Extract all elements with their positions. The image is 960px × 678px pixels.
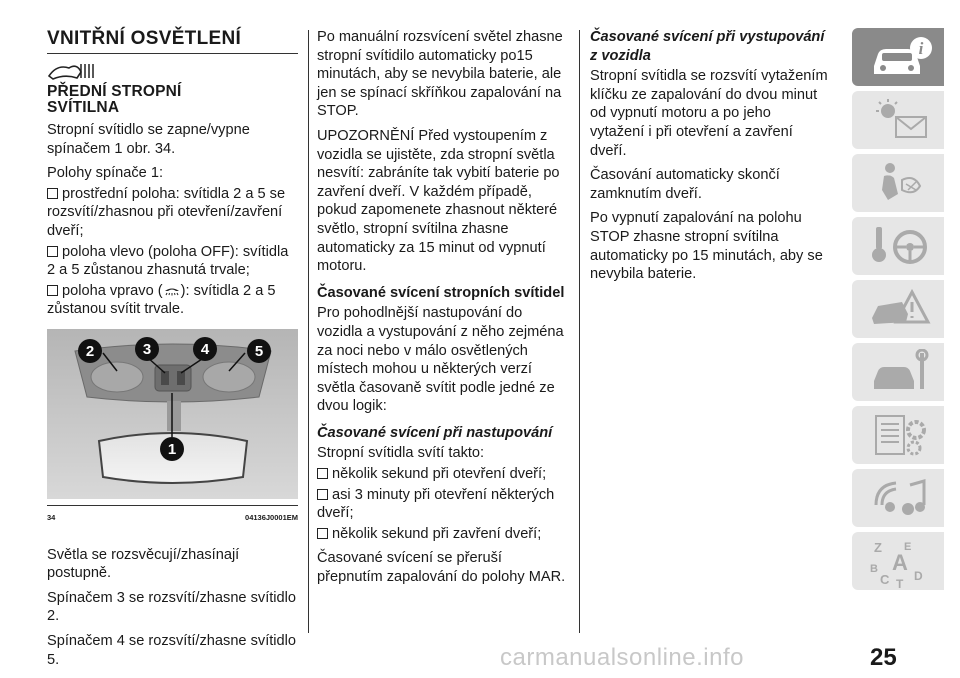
paragraph: Světla se rozsvěcují/zhasínají postupně. — [47, 546, 240, 582]
chapter-index-sidebar — [852, 28, 944, 595]
key-steering-icon — [868, 223, 934, 269]
callout-4-label: 4 — [200, 340, 210, 358]
paragraph: Časované svícení se přeruší přepnutím zapalování do polohy MAR. — [317, 550, 566, 586]
specs-gear-icon — [868, 412, 934, 458]
car-info-icon — [868, 34, 934, 80]
trim-logo-icon — [47, 60, 298, 82]
figure-code: 04136J0001EM — [245, 512, 298, 522]
checkbox-bullet-icon — [317, 528, 328, 539]
page-title: VNITŘNÍ OSVĚTLENÍ — [47, 28, 242, 49]
paragraph: Pro pohodlnější nastupování do vozidla a vystupování z něho zejména za noci nebo v málo osvětlených místech mohou u některých verzí světla časovaně svítit podle jedné ze dvou logik: — [317, 305, 564, 415]
paragraph: Spínačem 4 se rozsvítí/zhasne svítidlo 5. — [47, 632, 297, 668]
paragraph: Stropní svítidla svítí takto: — [317, 445, 485, 462]
tab-index[interactable] — [852, 532, 944, 590]
section-heading: Časované svícení stropních svítidel — [317, 284, 565, 301]
svg-text:i: i — [918, 39, 924, 58]
car-service-icon — [868, 349, 934, 395]
svg-text:E: E — [904, 541, 912, 553]
checkbox-bullet-icon — [47, 188, 58, 199]
index-letters-icon — [868, 538, 934, 588]
list-item: poloha vlevo (poloha OFF): svítidla 2 a 5 zůstanou zhasnutá trvale; — [47, 243, 289, 279]
figure-caption-rule — [47, 505, 298, 506]
paragraph: Stropní svítidla se rozsvítí vytažením klíčku ze zapalování do dvou minut od vypnutí motoru a po jeho vytažení i při otevření a zavření dveří. — [590, 68, 828, 159]
checkbox-bullet-icon — [47, 246, 58, 257]
paragraph: Po vypnutí zapalování na polohu STOP zhasne stropní svítilna automaticky po 15 minutách, aby se nevybila baterie. — [590, 210, 823, 283]
list-item: prostřední poloha: svítidla 2 a 5 se rozsvítí/zhasnou při otevření/zavření dveří; — [47, 185, 286, 239]
checkbox-bullet-icon — [317, 468, 328, 479]
column-1 — [47, 28, 298, 675]
tab-starting-driving[interactable] — [852, 217, 944, 275]
figure-number: 34 — [47, 512, 56, 522]
tab-multimedia[interactable] — [852, 469, 944, 527]
figure-caption — [47, 509, 298, 528]
figure-34-ceiling-light — [47, 329, 298, 499]
paragraph: Po manuální rozsvícení světel zhasne stropní svítidilo automaticky po15 minutách, aby se nevybila baterie, ale jen se spínací skříňkou zapalování na STOP. — [317, 29, 563, 120]
tab-emergency[interactable] — [852, 280, 944, 338]
paragraph: Spínačem 3 se rozsvítí/zhasne svítidlo 2. — [47, 589, 297, 625]
subsection-heading: Časované svícení při vystupování z vozidla — [590, 29, 825, 64]
title-underline — [47, 53, 298, 54]
column-divider-2 — [579, 30, 580, 633]
tab-car-info[interactable] — [852, 28, 944, 86]
callout-2-label: 2 — [85, 342, 95, 360]
tab-safety[interactable] — [852, 154, 944, 212]
column-2 — [317, 28, 571, 593]
paragraph: Stropní svítidlo se zapne/vypne spínačem 1 obr. 34. — [47, 122, 250, 157]
multimedia-music-icon — [868, 475, 934, 521]
list-item: několik sekund při zavření dveří; — [317, 525, 571, 544]
list-item: asi 3 minuty při otevření některých dveří; — [317, 486, 555, 522]
list-item: poloha vpravo ( ): svítidla 2 a 5 zůstanou svítit trvale. — [47, 282, 276, 318]
ceiling-light-icon — [163, 285, 181, 296]
lights-warning-icon — [868, 97, 934, 143]
callout-3-label: 3 — [142, 340, 152, 358]
callout-1-label: 1 — [167, 440, 177, 458]
watermark: carmanualsonline.info — [500, 644, 744, 671]
svg-text:Z: Z — [874, 540, 882, 555]
section-heading: PŘEDNÍ STROPNÍ SVÍTILNA — [47, 83, 182, 116]
tab-maintenance[interactable] — [852, 343, 944, 401]
accident-warning-icon — [868, 286, 934, 332]
list-item: několik sekund při otevření dveří; — [317, 465, 571, 484]
subsection-heading: Časované svícení při nastupování — [317, 424, 553, 441]
checkbox-bullet-icon — [317, 489, 328, 500]
callout-5-label: 5 — [254, 342, 264, 360]
column-divider-1 — [308, 30, 309, 633]
svg-text:A: A — [892, 550, 908, 575]
warning-paragraph: UPOZORNĚNÍ Před vystoupením z vozidla se ujistěte, zda stropní světla nesvítí: zabráníte tak vybití baterie po zavření dveří. V každém případě, pokud zapomenete zhasnout některé světlo, stropní svítilna zhasne automaticky za 15 minut od vypnutí motoru. — [317, 127, 560, 275]
page-number: 25 — [870, 644, 897, 671]
checkbox-bullet-icon — [47, 285, 58, 296]
svg-text:C: C — [880, 572, 890, 587]
svg-text:B: B — [870, 563, 878, 575]
column-3 — [590, 28, 828, 290]
svg-text:D: D — [914, 569, 923, 583]
tab-technical-data[interactable] — [852, 406, 944, 464]
paragraph: Časování automaticky skončí zamknutím dveří. — [590, 167, 780, 202]
airbag-seat-icon — [868, 160, 934, 206]
tab-lights-warnings[interactable] — [852, 91, 944, 149]
svg-text:T: T — [896, 577, 904, 588]
paragraph: Polohy spínače 1: — [47, 165, 164, 182]
